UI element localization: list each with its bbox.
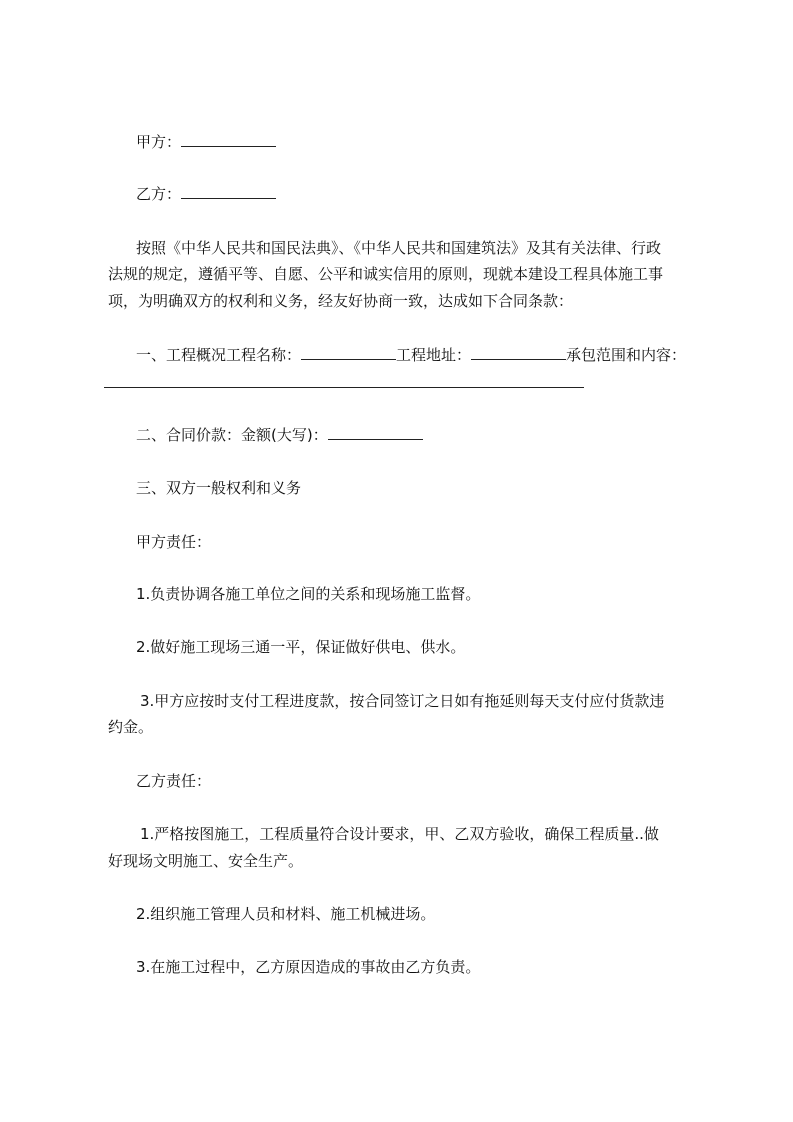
party-b-duties-title: 乙方责任： xyxy=(136,772,212,790)
party-b-duty-1-line-1: 1.严格按图施工，工程质量符合设计要求，甲、乙双方验收，确保工程质量..做 xyxy=(140,825,659,843)
section-3-heading: 三、双方一般权利和义务 xyxy=(136,479,302,497)
party-b-duty-2: 2.组织施工管理人员和材料、施工机械进场。 xyxy=(136,905,436,923)
scope-blank xyxy=(104,387,584,388)
party-a-duty-1: 1.负责协调各施工单位之间的关系和现场施工监督。 xyxy=(136,585,481,603)
party-b-label: 乙方： xyxy=(136,185,182,203)
party-a-duty-3-line-1: 3.甲方应按时支付工程进度款，按合同签订之日如有拖延则每天支付应付货款违 xyxy=(140,692,665,710)
party-a-duty-2: 2.做好施工现场三通一平，保证做好供电、供水。 xyxy=(136,638,466,656)
party-a-duties-title: 甲方责任： xyxy=(136,533,212,551)
party-b-line xyxy=(136,184,276,204)
intro-line-1: 按照《中华人民共和国民法典》、《中华人民共和国建筑法》及其有关法律、行政 xyxy=(136,239,662,257)
party-a-duty-3-line-2: 约金。 xyxy=(108,718,154,736)
party-a-label: 甲方： xyxy=(136,133,182,151)
party-b-duty-1-line-2: 好现场文明施工、安全生产。 xyxy=(108,852,304,870)
party-b-blank xyxy=(181,184,276,199)
section-1-heading: 一、工程概况工程名称： xyxy=(136,346,302,364)
project-name-blank xyxy=(301,345,396,360)
section-2-heading: 二、合同价款：金额(大写)： xyxy=(136,426,328,444)
project-address-blank xyxy=(471,345,566,360)
section-1-line xyxy=(136,345,686,365)
intro-line-3: 项，为明确双方的权利和义务，经友好协商一致，达成如下合同条款： xyxy=(108,292,574,310)
party-b-duty-3: 3.在施工过程中，乙方原因造成的事故由乙方负责。 xyxy=(136,958,481,976)
project-address-label: 工程地址： xyxy=(396,346,472,364)
party-a-blank xyxy=(181,132,276,147)
party-a-line xyxy=(136,132,276,152)
amount-blank xyxy=(328,425,423,440)
scope-label: 承包范围和内容： xyxy=(566,346,687,364)
intro-line-2: 法规的规定，遵循平等、自愿、公平和诚实信用的原则，现就本建设工程具体施工事 xyxy=(108,265,664,283)
section-2-line xyxy=(136,425,423,445)
